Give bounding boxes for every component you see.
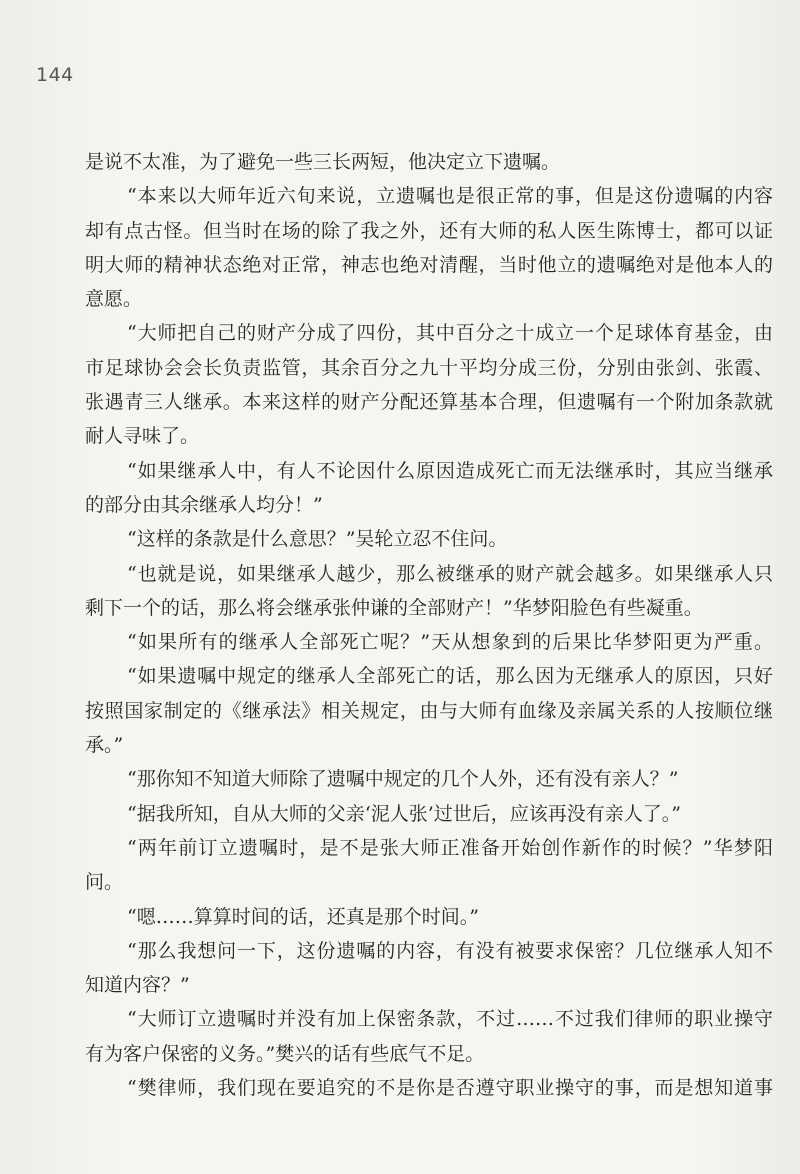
text-line: “如果所有的继承人全部死亡呢？”天从想象到的后果比华梦阳更为严重。 xyxy=(127,631,773,654)
text-line: “大师把自己的财产分成了四份，其中百分之十成立一个足球体育基金，由 xyxy=(127,322,773,345)
text-line: 耐人寻味了。 xyxy=(85,425,200,448)
text-line: “那你知不知道大师除了遗嘱中规定的几个人外，还有没有亲人？” xyxy=(127,768,679,791)
text-line: 的部分由其余继承人均分！” xyxy=(85,493,323,516)
text-line: 按照国家制定的《继承法》相关规定，由与大师有血缘及亲属关系的人按顺位继 xyxy=(85,699,773,722)
text-line: 承。” xyxy=(85,734,124,757)
text-line: 是说不太准，为了避免一些三长两短，他决定立下遗嘱。 xyxy=(85,151,561,173)
text-line: 剩下一个的话，那么将会继承张仲谦的全部财产！”华梦阳脸色有些凝重。 xyxy=(85,596,703,619)
text-line: “据我所知，自从大师的父亲‘泥人张’过世后，应该再没有亲人了。” xyxy=(127,802,682,825)
text-line: “本来以大师年近六旬来说，立遗嘱也是很正常的事，但是这份遗嘱的内容 xyxy=(127,185,773,208)
text-line: 却有点古怪。但当时在场的除了我之外，还有大师的私人医生陈博士，都可以证 xyxy=(85,219,773,242)
text-line: 知道内容？” xyxy=(85,974,190,997)
text-line: “两年前订立遗嘱时，是不是张大师正准备开始创作新作的时候？”华梦阳 xyxy=(127,836,773,859)
text-line: “嗯……算算时间的话，还真是那个时间。” xyxy=(127,905,479,928)
text-line: “樊律师，我们现在要追究的不是你是否遵守职业操守的事，而是想知道事 xyxy=(127,1077,773,1100)
text-line: “大师订立遗嘱时并没有加上保密条款，不过……不过我们律师的职业操守 xyxy=(127,1008,773,1031)
text-line: 明大师的精神状态绝对正常，神志也绝对清醒，当时他立的遗嘱绝对是他本人的 xyxy=(85,253,773,276)
text-line: “如果遗嘱中规定的继承人全部死亡的话，那么因为无继承人的原因，只好 xyxy=(127,665,773,688)
body-text xyxy=(85,145,773,1105)
text-line: 问。 xyxy=(85,871,124,894)
page-number: 144 xyxy=(36,64,74,86)
text-line: 意愿。 xyxy=(85,288,143,311)
text-line: 有为客户保密的义务。”樊兴的话有些底气不足。 xyxy=(85,1042,485,1065)
text-line: “那么我想问一下，这份遗嘱的内容，有没有被要求保密？几位继承人知不 xyxy=(127,939,773,962)
text-line: “如果继承人中，有人不论因什么原因造成死亡而无法继承时，其应当继承 xyxy=(127,459,773,482)
text-line: “也就是说，如果继承人越少，那么被继承的财产就会越多。如果继承人只 xyxy=(127,562,773,585)
text-line: 张遇青三人继承。本来这样的财产分配还算基本合理，但遗嘱有一个附加条款就 xyxy=(85,391,773,414)
text-line: 市足球协会会长负责监管，其余百分之九十平均分成三份，分别由张剑、张霞、 xyxy=(85,356,773,379)
text-line: “这样的条款是什么意思？”吴轮立忍不住问。 xyxy=(127,528,508,551)
